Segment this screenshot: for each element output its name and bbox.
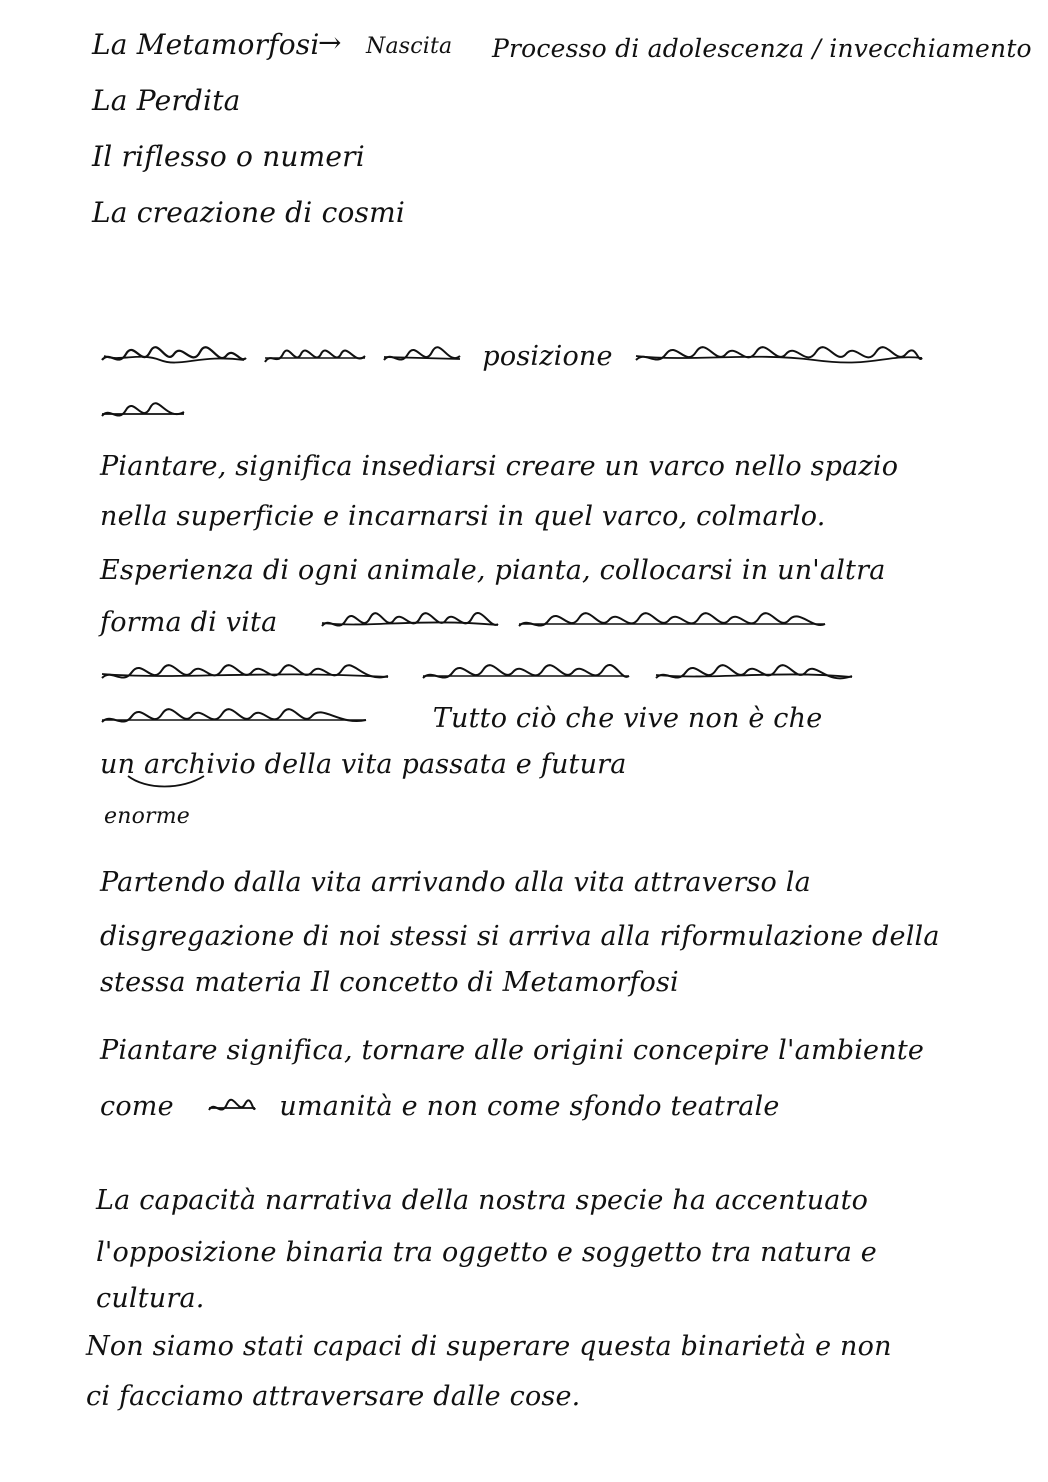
crossed-out-scribble (100, 664, 390, 688)
body-word: posizione (482, 341, 613, 372)
topic-item: La creazione di cosmi (92, 196, 405, 229)
crossed-out-scribble (320, 612, 500, 636)
paragraph-line (100, 1090, 780, 1124)
paragraph-line: ci facciamo attraversare dalle cose. (86, 1381, 581, 1412)
body-word: umanità e non come sfondo teatrale (279, 1091, 780, 1122)
paragraph-line: cultura. (96, 1283, 205, 1314)
paragraph-line: Piantare significa, tornare alle origini concepire l'ambiente (100, 1035, 925, 1066)
crossed-out-scribble (100, 708, 368, 732)
paragraph-line: un archivio della vita passata e futura (100, 749, 627, 780)
body-word: Tutto ciò che vive non è che (432, 703, 823, 734)
paragraph-line (100, 340, 924, 374)
paragraph-line: stessa materia Il concetto di Metamorfosi (100, 967, 679, 998)
note-title: La Metamorfosi (92, 28, 320, 61)
paragraph-line: Esperienza di ogni animale, pianta, collocarsi in un'altra (100, 555, 886, 586)
crossed-out-scribble (517, 612, 827, 636)
crossed-out-scribble (382, 346, 462, 370)
paragraph-line (100, 702, 822, 736)
crossed-out-scribble (100, 402, 186, 426)
body-word: come (100, 1091, 174, 1122)
arrow-icon: → (318, 26, 342, 59)
paragraph-line: enorme (104, 804, 191, 829)
crossed-out-scribble (207, 1096, 257, 1120)
paragraph-line: disgregazione di noi stessi si arriva alla riformulazione della (100, 921, 940, 952)
paragraph-line: La capacità narrativa della nostra specie ha accentuato (96, 1185, 869, 1216)
crossed-out-scribble (634, 346, 924, 370)
process-note: Processo di adolescenza / invecchiamento (492, 34, 1032, 63)
paragraph-line: Non siamo stati capaci di superare questa binarietà e non (86, 1331, 892, 1362)
topic-item: Il riflesso o numeri (92, 140, 365, 173)
paragraph-line (100, 396, 186, 430)
paragraph-line: Partendo dalla vita arrivando alla vita attraverso la (100, 867, 811, 898)
crossed-out-scribble (263, 346, 367, 370)
body-word: forma di vita (100, 607, 278, 638)
paragraph-line: nella superficie e incarnarsi in quel varco, colmarlo. (100, 501, 826, 532)
topic-item: La Perdita (92, 84, 241, 117)
paragraph-line: l'opposizione binaria tra oggetto e soggetto tra natura e (96, 1237, 877, 1268)
crossed-out-scribble (421, 664, 631, 688)
paragraph-line (100, 606, 827, 640)
arrow-note: Nascita (366, 34, 453, 59)
paragraph-line: Piantare, significa insediarsi creare un varco nello spazio (100, 451, 899, 482)
crossed-out-scribble (100, 346, 248, 370)
paragraph-line (100, 658, 854, 692)
crossed-out-scribble (654, 664, 854, 688)
